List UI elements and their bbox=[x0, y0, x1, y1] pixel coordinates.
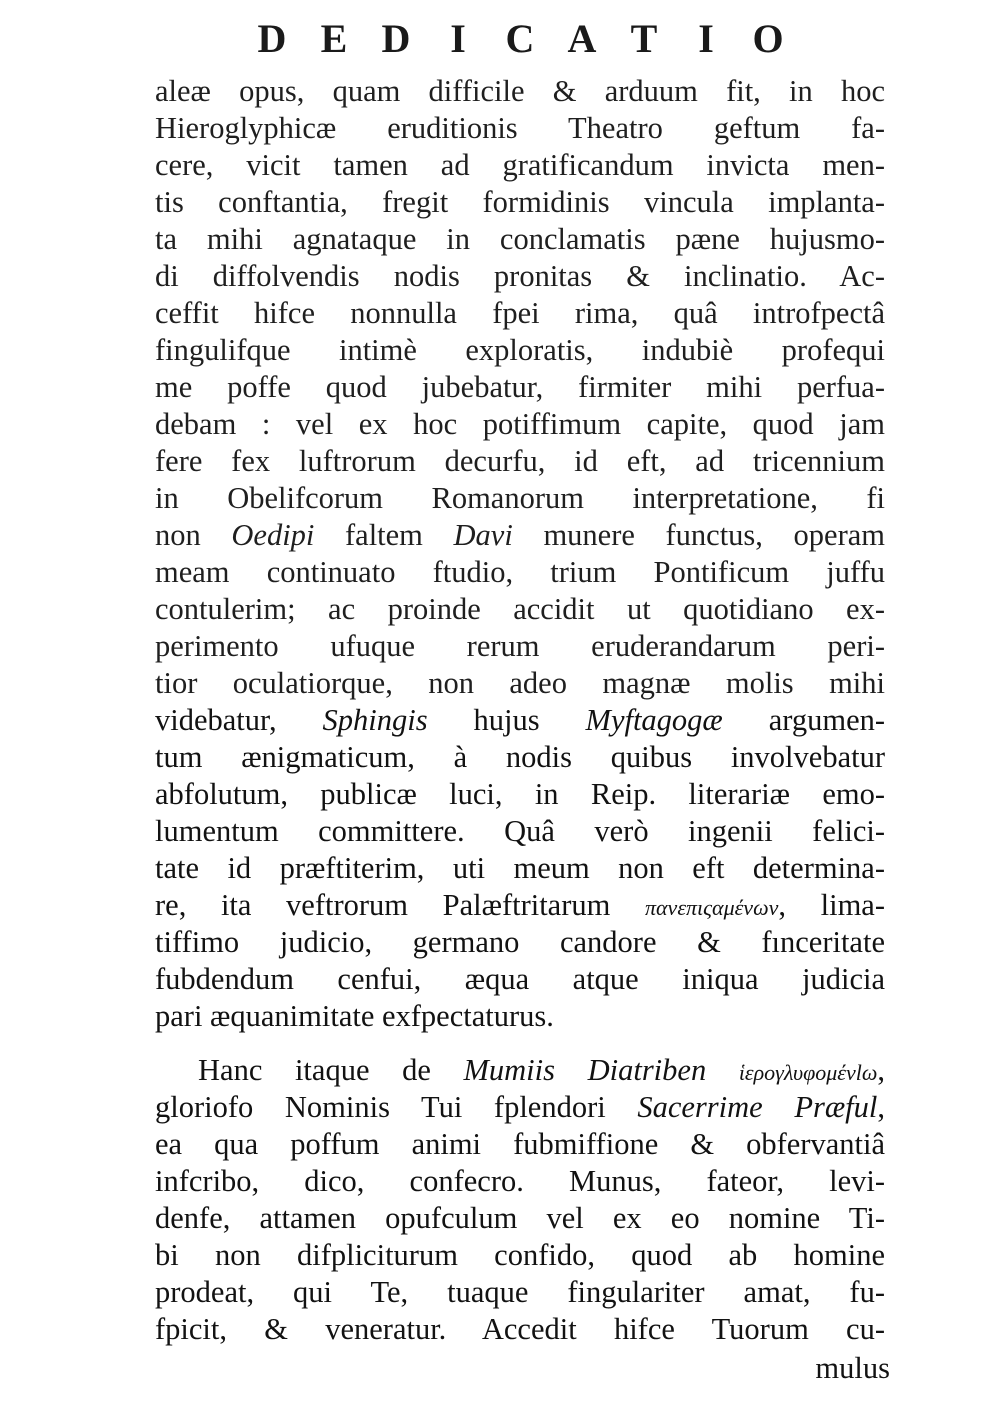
catchword: mulus bbox=[815, 1351, 890, 1385]
text-line: di diffolvendis nodis pronitas & inclinatio. Ac- bbox=[155, 259, 885, 293]
text-run: re, ita veftrorum Palæftritarum bbox=[155, 888, 645, 922]
text-line: ceffit hifce nonnulla fpei rima, quâ introfpectâ bbox=[155, 296, 885, 330]
text-line: fpicit, & veneratur. Accedit hifce Tuorum cu- bbox=[155, 1312, 885, 1346]
text-run: non bbox=[155, 518, 232, 552]
text-line: tior oculatiorque, non adeo magnæ molis mihi bbox=[155, 666, 885, 700]
text-run: videbatur, bbox=[155, 703, 323, 737]
greek-word: πανεπιςαμένων bbox=[644, 895, 779, 920]
text-line: abfolutum, publicæ luci, in Reip. literariæ emo- bbox=[155, 777, 885, 811]
text-line bbox=[155, 702, 885, 738]
text-line: ta mihi agnataque in conclamatis pæne hujusmo- bbox=[155, 222, 885, 256]
italic-address: Sacerrime Præful bbox=[637, 1090, 878, 1124]
header-letter: I bbox=[450, 15, 466, 61]
text-line: prodeat, qui Te, tuaque fingulariter amat, fu- bbox=[155, 1275, 885, 1309]
header-letter: D bbox=[257, 15, 287, 61]
text-line: lumentum committere. Quâ verò ingenii felici- bbox=[155, 814, 885, 848]
text-line: meam continuato ftudio, trium Pontificum juffu bbox=[155, 555, 885, 589]
text-run: faltem bbox=[314, 518, 454, 552]
text-line bbox=[155, 887, 885, 923]
text-line: fere fex luftrorum decurfu, id eft, ad tricennium bbox=[155, 444, 885, 478]
header-letter: A bbox=[567, 15, 597, 61]
text-run: munere functus, operam bbox=[512, 518, 885, 552]
header-letter: D bbox=[381, 15, 411, 61]
text-line: contulerim; ac proinde accidit ut quotidiano ex- bbox=[155, 592, 885, 626]
text-run bbox=[706, 1053, 739, 1087]
text-line bbox=[198, 1052, 885, 1088]
text-line: fubdendum cenfui, æqua atque iniqua judicia bbox=[155, 962, 885, 996]
header-letter: O bbox=[752, 15, 784, 61]
text-line: pari æquanimitate exfpectaturus. bbox=[155, 999, 554, 1033]
text-line: tate id præftiterim, uti meum non eft determina- bbox=[155, 851, 885, 885]
text-run: Hanc itaque de bbox=[198, 1053, 464, 1087]
header-letter: E bbox=[320, 15, 348, 61]
header-letter: I bbox=[698, 15, 714, 61]
text-run: hujus bbox=[427, 703, 586, 737]
running-header bbox=[250, 14, 790, 62]
text-run: , bbox=[877, 1090, 885, 1124]
greek-word: ἱερογλυφομένlω bbox=[738, 1060, 878, 1085]
header-letter: T bbox=[630, 15, 658, 61]
text-line: ea qua poffum animi fubmiffione & obfervantiâ bbox=[155, 1127, 885, 1161]
text-line: me poffe quod jubebatur, firmiter mihi perfua- bbox=[155, 370, 885, 404]
text-line: tis conftantia, fregit formidinis vincula implanta- bbox=[155, 185, 885, 219]
text-line: infcribo, dico, confecro. Munus, fateor, levi- bbox=[155, 1164, 885, 1198]
text-line: fingulifque intimè exploratis, indubiè profequi bbox=[155, 333, 885, 367]
text-line: tiffimo judicio, germano candore & fınceritate bbox=[155, 925, 885, 959]
text-line: in Obelifcorum Romanorum interpretatione, fi bbox=[155, 481, 885, 515]
header-letter: C bbox=[505, 15, 535, 61]
italic-title-mumiis: Mumiis Diatriben bbox=[463, 1053, 707, 1087]
italic-name-davi: Davi bbox=[453, 518, 513, 552]
text-line: cere, vicit tamen ad gratificandum invicta men- bbox=[155, 148, 885, 182]
text-line bbox=[155, 1089, 885, 1125]
text-line: denfe, attamen opufculum vel ex eo nomine Ti- bbox=[155, 1201, 885, 1235]
text-line bbox=[155, 517, 885, 553]
text-line: Hieroglyphicæ eruditionis Theatro geftum fa- bbox=[155, 111, 885, 145]
text-line: aleæ opus, quam difficile & arduum fit, in hoc bbox=[155, 74, 885, 108]
italic-name-mystagogae: Myftagogæ bbox=[585, 703, 723, 737]
text-run: , lima- bbox=[778, 888, 885, 922]
text-run: argumen- bbox=[722, 703, 885, 737]
italic-name-sphingis: Sphingis bbox=[322, 703, 428, 737]
text-line: perimento ufuque rerum eruderandarum peri- bbox=[155, 629, 885, 663]
text-line: debam : vel ex hoc potiffimum capite, quod jam bbox=[155, 407, 885, 441]
text-line: bi non difpliciturum confido, quod ab homine bbox=[155, 1238, 885, 1272]
text-run: , bbox=[877, 1053, 885, 1087]
text-run: gloriofo Nominis Tui fplendori bbox=[155, 1090, 638, 1124]
text-line: tum ænigmaticum, à nodis quibus involvebatur bbox=[155, 740, 885, 774]
italic-name-oedipi: Oedipi bbox=[231, 518, 315, 552]
